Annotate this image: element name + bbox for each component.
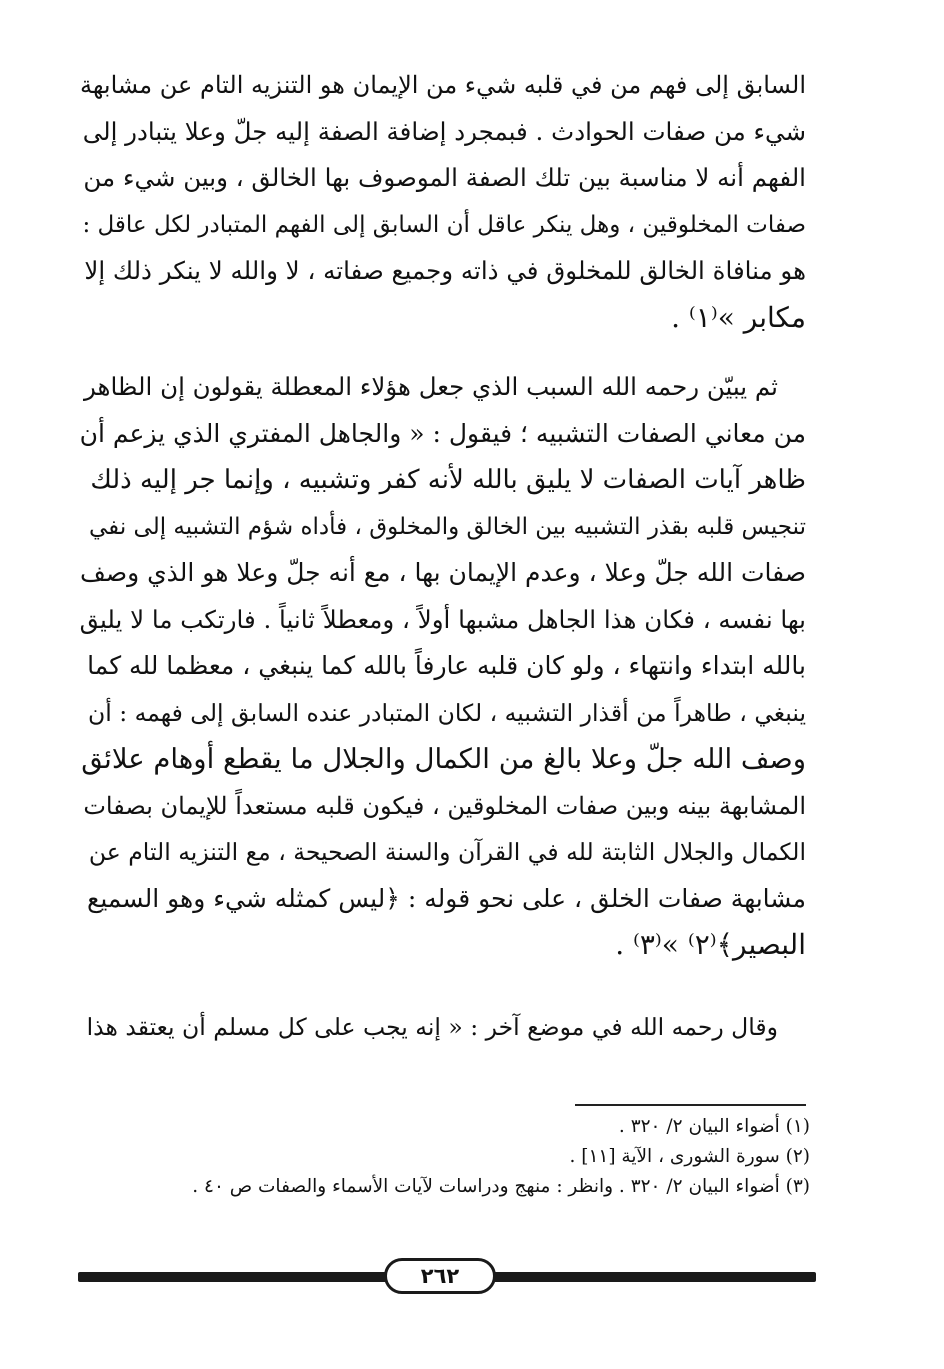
footer-bar-right [486,1272,816,1282]
paragraph-3 [78,1004,806,1051]
footnote-2: (٢) سورة الشورى ، الآية [١١] . [569,1146,810,1167]
text-line: مكابر »⁽١⁾ . [671,300,806,334]
paragraph-2 [78,364,806,969]
footer-bar-left [78,1272,396,1282]
footnotes [150,1112,810,1202]
footnote-divider [575,1104,806,1106]
text-line: بالله ابتداء وانتهاء ، ولو كان قلبه عارفاً بالله كما ينبغي ، معظما لله كما [87,651,806,680]
text-line: صفات المخلوقين ، وهل ينكر عاقل أن السابق إلى الفهم المتبادر لكل عاقل : [82,211,806,238]
text-line: وقال رحمه الله في موضع آخر : « إنه يجب على كل مسلم أن يعتقد هذا [86,1013,778,1041]
text-line: هو منافاة الخالق للمخلوق في ذاته وجميع صفاته ، لا والله لا ينكر ذلك إلا [84,256,806,285]
text-line: وصف الله جلّ وعلا بالغ من الكمال والجلال ما يقطع أوهام علائق [81,743,806,775]
text-line: الكمال والجلال الثابتة لله في القرآن والسنة الصحيحة ، مع التنزيه التام عن [88,838,806,866]
text-line: ثم يبيّن رحمه الله السبب الذي جعل هؤلاء المعطلة يقولون إن الظاهر [84,372,778,401]
text-line: بها نفسه ، فكان هذا الجاهل مشبها أولاً ، ومعطلاً ثانياً . فارتكب ما لا يليق [79,604,806,634]
page-number-frame [384,1258,496,1294]
text-line: مشابهة صفات الخلق ، على نحو قوله : ﴿ليس كمثله شيء وهو السميع [87,883,806,913]
text-line: المشابهة بينه وبين صفات المخلوقين ، فيكون قلبه مستعداً للإيمان بصفات [83,791,806,820]
text-line: السابق إلى فهم من في قلبه شيء من الإيمان هو التنزيه التام عن مشابهة [79,71,806,99]
text-line: شيء من صفات الحوادث . فبمجرد إضافة الصفة إليه جلّ وعلا يتبادر إلى [82,116,806,146]
text-line: تنجيس قلبه بقذر التشبيه بين الخالق والمخلوق ، فأداه شؤم التشبيه إلى نفي [89,513,806,540]
text-line: ينبغي ، طاهراً من أقذار التشبيه ، لكان المتبادر عنده السابق إلى فهمه : أن [87,698,806,727]
footnote-1: (١) أضواء البيان ٢/ ٣٢٠ . [618,1116,810,1137]
text-line: البصير﴾⁽٢⁾ »⁽٣⁾ . [615,928,806,961]
text-line: صفات الله جلّ وعلا ، وعدم الإيمان بها ، مع أنه جلّ وعلا هو الذي وصف [79,558,806,587]
text-line: الفهم أنه لا مناسبة بين تلك الصفة الموصوف بها الخالق ، وبين شيء من [83,163,806,192]
paragraph-1 [78,62,806,341]
text-line: ظاهر آيات الصفات لا يليق بالله لأنه كفر وتشبيه ، وإنما جر إليه ذلك [90,465,806,495]
footnote-3: (٣) أضواء البيان ٢/ ٣٢٠ . وانظر : منهج ودراسات لآيات الأسماء والصفات ص ٤٠ . [192,1176,810,1197]
text-line: من معاني الصفات التشبيه ؛ فيقول : « والجاهل المفتري الذي يزعم أن [79,418,806,448]
page-number: ٢٦٢ [420,1264,460,1288]
